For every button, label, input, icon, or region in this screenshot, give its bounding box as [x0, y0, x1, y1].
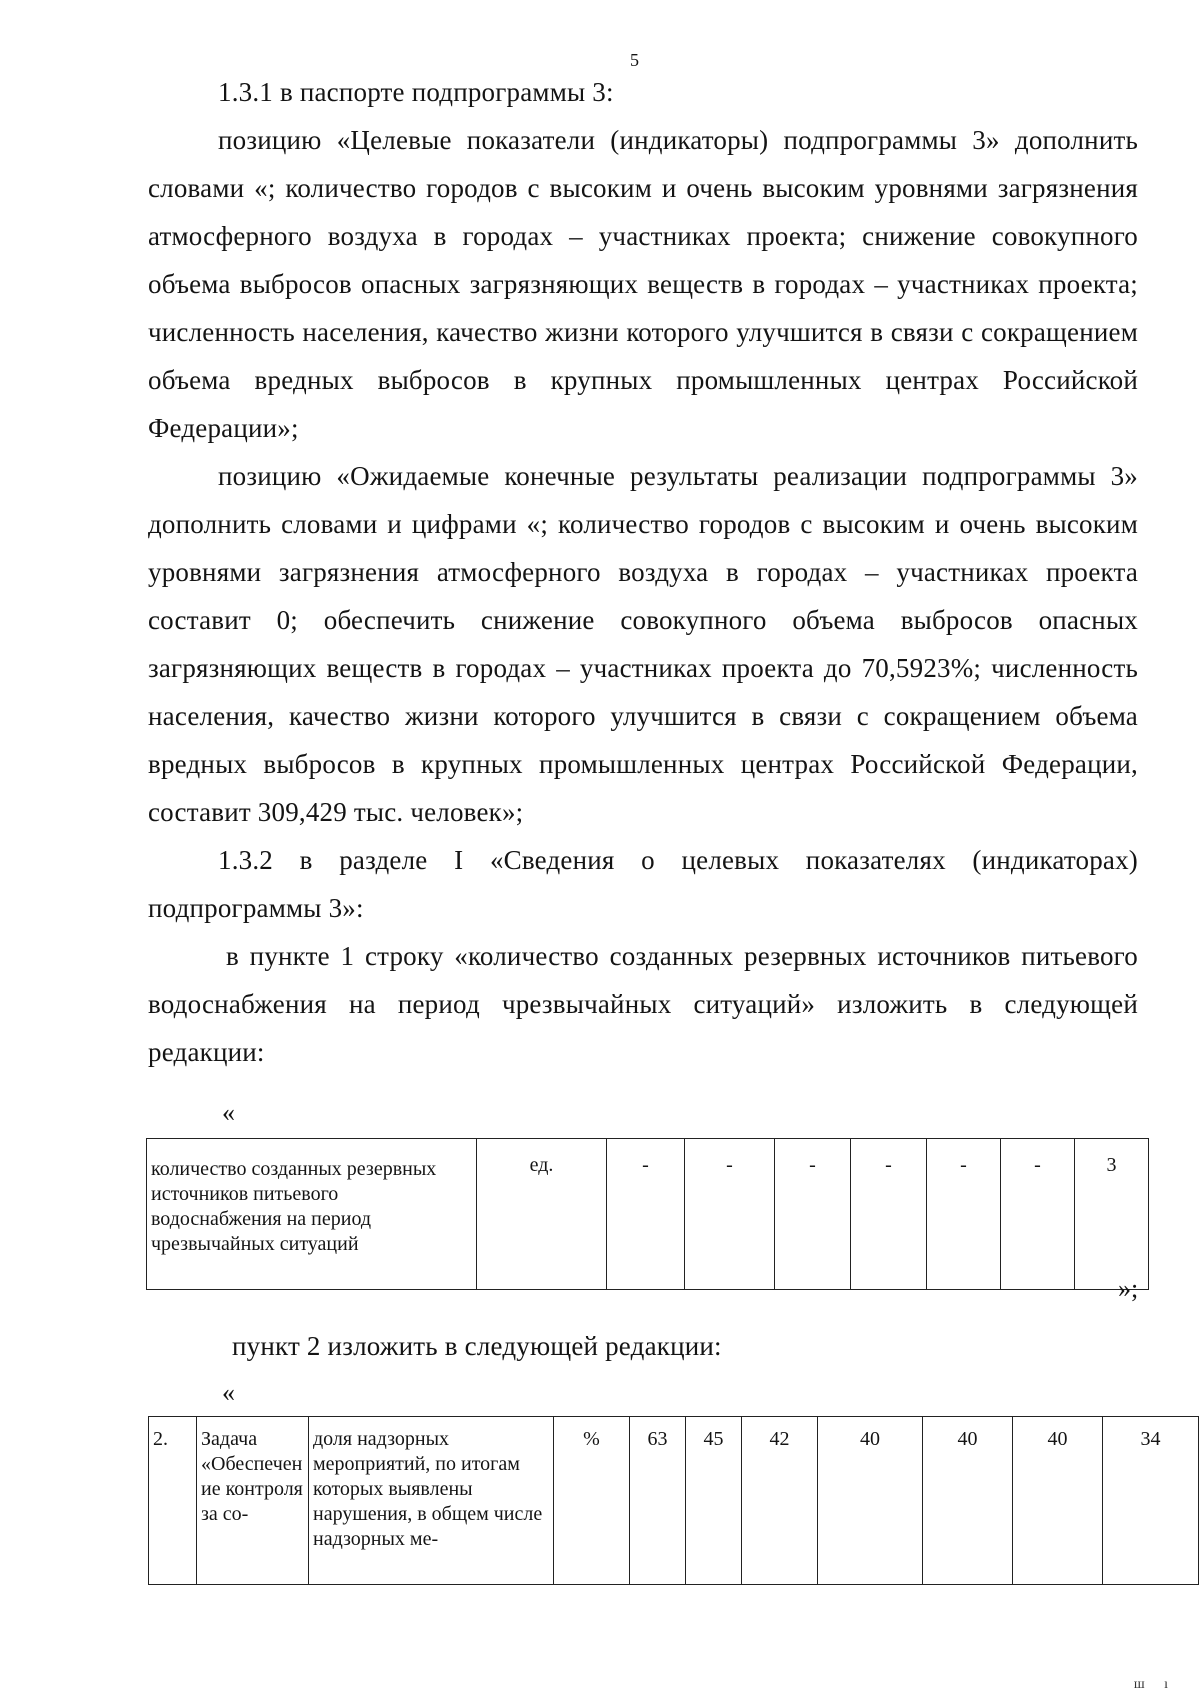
paragraph-1-3-1: 1.3.1 в паспорте подпрограммы 3:	[218, 77, 614, 107]
table-row	[149, 1417, 1199, 1585]
value-cell: -	[927, 1139, 1001, 1290]
value-cell: 45	[686, 1417, 742, 1585]
value-cell: 63	[630, 1417, 686, 1585]
opening-quote-2: «	[222, 1378, 235, 1407]
paragraph-point-2: пункт 2 изложить в следующей редакции:	[232, 1331, 722, 1361]
paragraph-expected-results: позицию «Ожидаемые конечные результаты реализации подпрограммы 3» дополнить словами и цифрами «; количество городов с высоким и очень высоким уровнями загрязнения атмосферного воздуха в городах – участниках проекта составит 0; обеспечить снижение совокупного объема выбросов опасных загрязняющих веществ в городах – участниках проекта до 70,5923%; численность населения, качество жизни которого улучшится в связи с сокращением объема вредных выбросов в крупных промышленных центрах Российской Федерации, составит 309,429 тыс. человек»;	[148, 461, 1138, 827]
value-cell: 42	[742, 1417, 818, 1585]
row-number-cell: 2.	[149, 1417, 197, 1585]
unit-cell: %	[554, 1417, 630, 1585]
table-row	[147, 1139, 1149, 1290]
value-cell: 34	[1103, 1417, 1199, 1585]
value-cell: 40	[818, 1417, 923, 1585]
value-cell: 40	[1013, 1417, 1103, 1585]
value-cell: -	[607, 1139, 685, 1290]
value-cell: -	[685, 1139, 775, 1290]
body-text-point-2	[232, 1322, 1132, 1370]
paragraph-target-indicators: позицию «Целевые показатели (индикаторы) подпрограммы 3» дополнить словами «; количество городов с высоким и очень высоким уровнями загрязнения атмосферного воздуха в городах – участниках проекта; снижение совокупного объема выбросов опасных загрязняющих веществ в городах – участниках проекта; численность населения, качество жизни которого улучшится в связи с сокращением объема вредных выбросов в крупных промышленных центрах Российской Федерации»;	[148, 125, 1138, 443]
unit-cell: ед.	[477, 1139, 607, 1290]
indicator-table-1	[146, 1138, 1149, 1290]
indicator-name-cell: количество созданных резервных источников питьевого водоснабжения на период чрезвычайных ситуаций	[147, 1139, 477, 1290]
value-cell: -	[775, 1139, 851, 1290]
body-text-top	[148, 68, 1138, 1076]
indicator-name-cell: доля надзорных мероприятий, по итогам которых выявлены нарушения, в общем числе надзорных ме-	[309, 1417, 554, 1585]
closing-quote-1: »;	[1118, 1274, 1139, 1303]
value-cell: -	[1001, 1139, 1075, 1290]
value-cell: 40	[923, 1417, 1013, 1585]
indicator-table-2	[148, 1416, 1199, 1585]
value-cell: -	[851, 1139, 927, 1290]
paragraph-1-3-2: 1.3.2 в разделе I «Сведения о целевых показателях (индикаторах) подпрограммы 3»:	[148, 845, 1138, 923]
task-cell: Задача «Обеспечение контроля за со-	[197, 1417, 309, 1585]
opening-quote-1: «	[222, 1098, 235, 1127]
paragraph-point-1: в пункте 1 строку «количество созданных резервных источников питьевого водоснабжения на период чрезвычайных ситуаций» изложить в следующей редакции:	[148, 941, 1138, 1067]
scan-artifact-marks: ш ı	[1133, 1677, 1176, 1692]
page-number: 5	[630, 50, 639, 70]
value-cell: 3	[1075, 1139, 1149, 1290]
